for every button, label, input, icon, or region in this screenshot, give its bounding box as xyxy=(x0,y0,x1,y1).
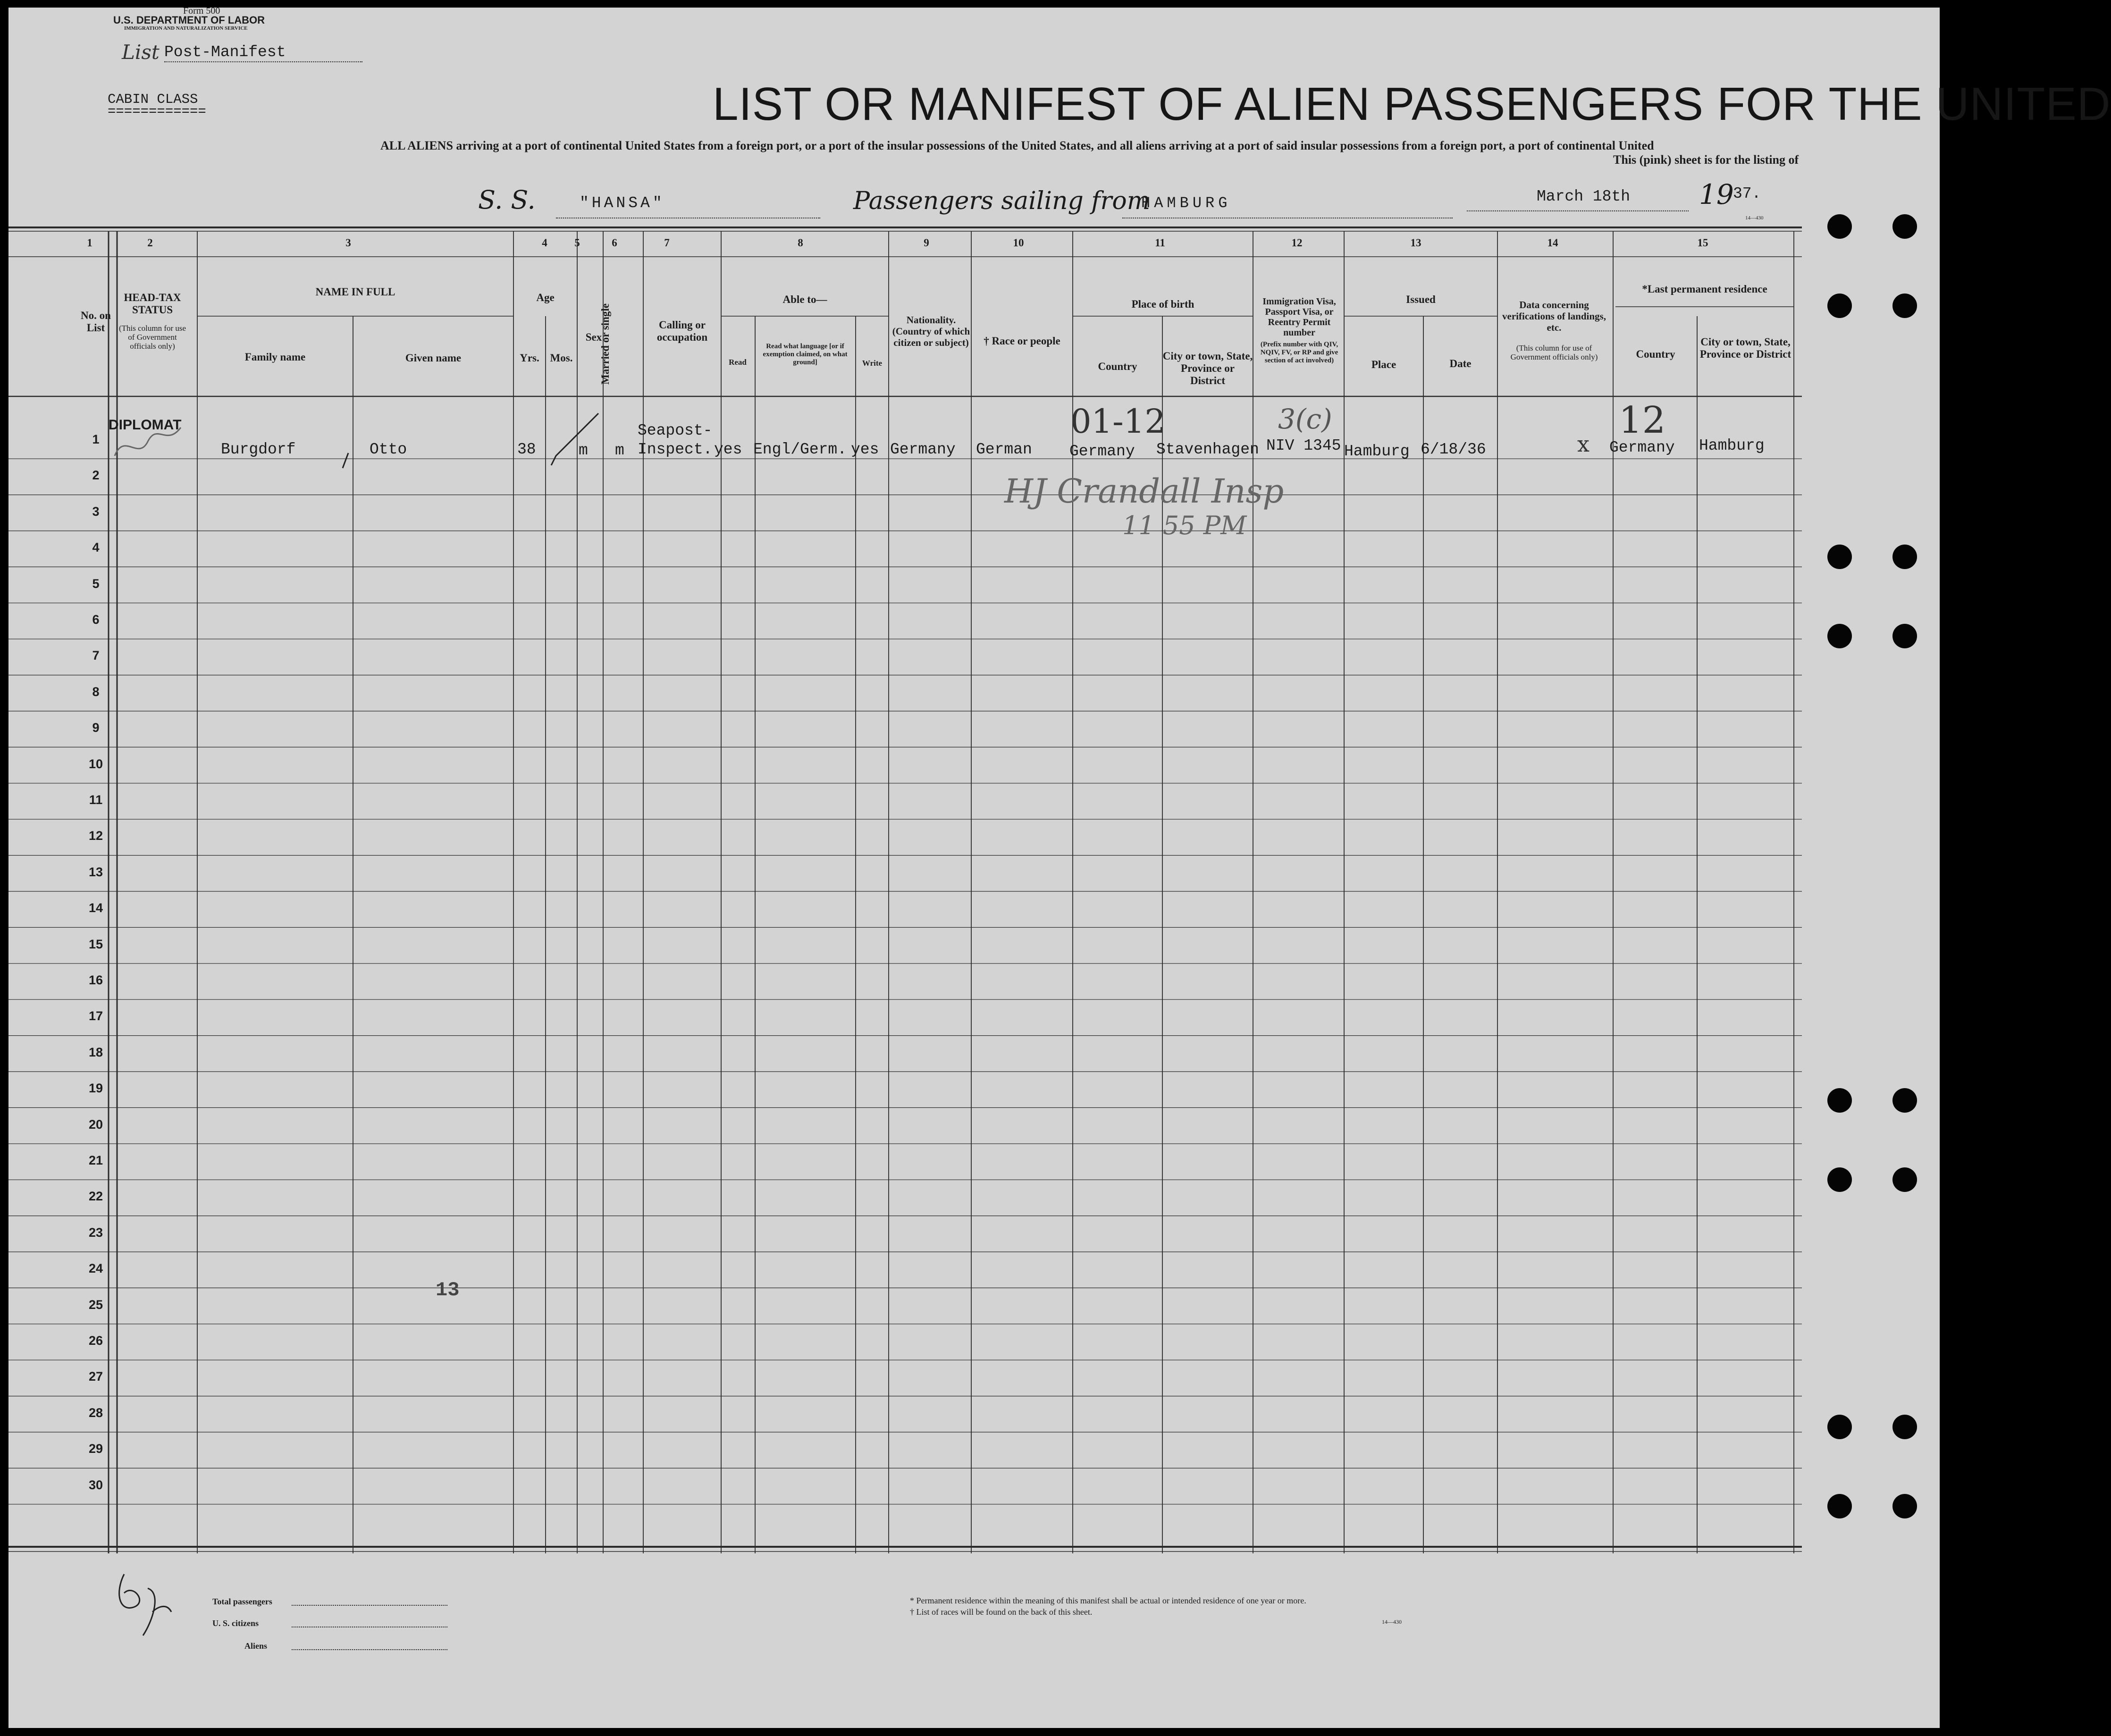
row-number: 15 xyxy=(88,937,103,951)
year-suffix: 37. xyxy=(1733,185,1761,202)
header-years: Yrs. xyxy=(520,352,539,364)
landing-check-mark: x xyxy=(1577,431,1590,457)
family-name: Burgdorf xyxy=(221,441,296,458)
header-birth-country: Country xyxy=(1098,361,1137,372)
header-given-name: Given name xyxy=(405,352,462,364)
date-line xyxy=(1467,210,1689,211)
header-read: Read xyxy=(729,358,747,367)
header-nationality: Nationality. (Country of which citizen or subject) xyxy=(892,314,970,348)
header-age: Age xyxy=(536,292,555,303)
header-birth-city: City or town, State, Province or District xyxy=(1162,350,1253,386)
age-years: 38 xyxy=(517,441,536,458)
col-num-10: 10 xyxy=(1013,237,1024,249)
row-number: 17 xyxy=(88,1009,103,1023)
footer-aliens-line xyxy=(292,1649,447,1650)
punch-hole xyxy=(1827,545,1852,569)
row-number: 13 xyxy=(88,864,103,879)
col-num-9: 9 xyxy=(924,237,929,249)
header-family-name: Family name xyxy=(244,351,306,363)
service-name: IMMIGRATION AND NATURALIZATION SERVICE xyxy=(124,25,248,31)
header-married: Married or single xyxy=(599,303,611,385)
department-name: U.S. DEPARTMENT OF LABOR xyxy=(113,14,265,26)
punch-hole xyxy=(1892,1088,1917,1113)
header-read-language: Read what language [or if exemption claimed, on what ground] xyxy=(763,343,848,366)
issued-date: 6/18/36 xyxy=(1421,441,1486,458)
corner-code: 14—430 xyxy=(1745,215,1764,221)
row-number: 28 xyxy=(88,1405,103,1420)
header-issued-date: Date xyxy=(1449,358,1472,369)
ss-label: S. S. xyxy=(478,185,536,215)
col-num-5: 5 xyxy=(574,237,580,249)
signature-initials xyxy=(105,1565,185,1645)
row-number: 21 xyxy=(88,1153,103,1167)
col-num-11: 11 xyxy=(1155,237,1165,249)
header-issued-place: Place xyxy=(1371,359,1396,370)
row-number: 14 xyxy=(88,901,103,915)
subtitle-line-1: ALL ALIENS arriving at a port of continental United States from a foreign port, or a port of the insular possessions of the United States, and all aliens arriving at a port of said insular possessions from a foreign port, a port of continental United xyxy=(380,139,1654,152)
row-number: 30 xyxy=(88,1477,103,1492)
row-number: 26 xyxy=(88,1333,103,1348)
col-num-1: 1 xyxy=(87,237,93,249)
can-write: yes xyxy=(851,441,879,458)
header-head-tax-note: (This column for use of Government officials only) xyxy=(118,324,186,351)
year-prefix: 19 xyxy=(1699,178,1734,210)
punch-hole xyxy=(1827,1167,1852,1192)
punch-hole xyxy=(1892,624,1917,648)
header-visa: Immigration Visa, Passport Visa, or Reentry Permit number xyxy=(1262,296,1336,338)
header-months: Mos. xyxy=(550,352,573,364)
row-number: 19 xyxy=(88,1081,103,1096)
header-place-of-birth: Place of birth xyxy=(1131,298,1194,310)
row-number: 29 xyxy=(88,1442,103,1456)
footer-aliens-label: Aliens xyxy=(244,1641,268,1651)
row-number: 18 xyxy=(88,1045,103,1059)
visa-handwritten: 3(c) xyxy=(1278,403,1332,435)
sailing-label: Passengers sailing from xyxy=(853,187,1151,215)
subtitle-line-2: This (pink) sheet is for the listing of xyxy=(1613,153,1799,167)
form-number: Form 500 xyxy=(183,6,220,16)
row-number: 27 xyxy=(88,1369,103,1384)
row-number: 24 xyxy=(88,1261,103,1276)
header-write: Write xyxy=(862,359,883,368)
footer-note-1: * Permanent residence within the meaning of this manifest shall be actual or intended residence of one year or more. xyxy=(910,1596,1306,1605)
punch-hole xyxy=(1827,214,1852,239)
row-number: 23 xyxy=(88,1225,103,1240)
sailing-date: March 18th xyxy=(1537,188,1631,205)
row-number: 6 xyxy=(92,612,100,627)
header-sex: Sex xyxy=(585,331,602,343)
page-stamp: 13 xyxy=(436,1279,460,1301)
residence-code-handwritten: 12 xyxy=(1619,399,1666,442)
row-number: 20 xyxy=(88,1117,103,1132)
header-calling: Calling or occupation xyxy=(656,319,708,343)
list-line xyxy=(164,61,362,62)
birth-city: Stavenhagen xyxy=(1156,441,1259,458)
manifest-sheet xyxy=(8,6,2111,1728)
inspector-signature: HJ Crandall Insp xyxy=(1004,472,1284,511)
header-visa-note: (Prefix number with QIV, NQIV, FV, or RP and give section of act involved) xyxy=(1260,341,1338,364)
col-num-12: 12 xyxy=(1291,237,1303,249)
issued-place: Hamburg xyxy=(1344,443,1410,460)
header-race: † Race or people xyxy=(984,335,1060,347)
punch-hole xyxy=(1892,1494,1917,1518)
footer-citizens-label: U. S. citizens xyxy=(212,1619,259,1628)
header-res-country: Country xyxy=(1636,348,1675,360)
birth-code-handwritten: 01-12 xyxy=(1070,402,1166,441)
list-value: Post-Manifest xyxy=(164,43,286,61)
row-number: 12 xyxy=(88,829,103,843)
residence-city: Hamburg xyxy=(1699,437,1765,454)
row-number: 25 xyxy=(88,1297,103,1312)
head-tax-scribble xyxy=(110,413,185,479)
row-number: 5 xyxy=(92,576,100,591)
footer-total-line xyxy=(292,1605,447,1606)
punch-hole xyxy=(1892,1167,1917,1192)
manifest-title: LIST OR MANIFEST OF ALIEN PASSENGERS FOR THE UNITED xyxy=(713,78,2111,130)
row-number: 8 xyxy=(92,684,100,699)
row-number: 10 xyxy=(88,756,103,771)
departure-port: HAMBURG xyxy=(1141,194,1231,212)
list-label: List xyxy=(122,41,160,64)
occupation-line-2: Inspect. xyxy=(638,441,713,458)
punch-hole xyxy=(1827,294,1852,318)
punch-hole xyxy=(1892,1415,1917,1439)
row-number: 7 xyxy=(92,648,100,663)
class-label: CABIN CLASS xyxy=(108,92,198,107)
col-num-13: 13 xyxy=(1410,237,1421,249)
inspection-time: 11 55 PM xyxy=(1122,511,1247,540)
col-num-8: 8 xyxy=(798,237,803,249)
row-number: 3 xyxy=(92,504,100,519)
col-num-14: 14 xyxy=(1547,237,1558,249)
header-landing-data: Data concerning verifications of landings, etc. xyxy=(1502,299,1606,333)
age-stroke-mark xyxy=(542,409,608,470)
row-number: 1 xyxy=(92,432,100,446)
residence-country: Germany xyxy=(1609,439,1675,456)
header-name-in-full: NAME IN FULL xyxy=(315,286,395,298)
nationality: Germany xyxy=(890,441,956,458)
table-grid xyxy=(8,8,1940,1728)
punch-hole xyxy=(1827,624,1852,648)
col-num-3: 3 xyxy=(345,237,351,249)
row-number: 9 xyxy=(92,721,100,735)
race: German xyxy=(976,441,1032,458)
header-issued: Issued xyxy=(1406,294,1436,305)
header-no-on-list: No. on List xyxy=(81,310,111,334)
header-head-tax: HEAD-TAX STATUS xyxy=(124,292,181,316)
row-number: 11 xyxy=(89,793,103,807)
punch-hole xyxy=(1827,1494,1852,1518)
punch-hole xyxy=(1892,545,1917,569)
col-num-15: 15 xyxy=(1697,237,1708,249)
punch-hole xyxy=(1827,1088,1852,1113)
header-landing-note: (This column for use of Government officials only) xyxy=(1510,344,1598,361)
footer-total-label: Total passengers xyxy=(212,1597,272,1606)
class-underline: ============ xyxy=(108,104,206,119)
can-read: yes xyxy=(714,441,742,458)
visa-number: NIV 1345 xyxy=(1266,437,1341,454)
header-res-city: City or town, State, Province or District xyxy=(1699,336,1791,360)
col-num-2: 2 xyxy=(147,237,153,249)
row-number: 4 xyxy=(92,540,100,555)
ship-name: "HANSA" xyxy=(580,194,665,212)
birth-country: Germany xyxy=(1069,443,1135,460)
row-number: 16 xyxy=(88,973,103,987)
col-num-7: 7 xyxy=(664,237,670,249)
family-check-mark xyxy=(339,451,353,470)
col-num-4: 4 xyxy=(542,237,547,249)
punch-hole xyxy=(1892,294,1917,318)
sex: m xyxy=(579,442,588,459)
punch-hole xyxy=(1892,214,1917,239)
read-language: Engl/Germ. xyxy=(753,441,847,458)
head-tax-status: DIPLOMAT xyxy=(109,417,182,433)
punch-hole xyxy=(1827,1415,1852,1439)
given-name: Otto xyxy=(370,441,407,458)
footer-note-2: † List of races will be found on the back of this sheet. xyxy=(910,1607,1093,1617)
occupation-line-1: Seapost- xyxy=(638,422,713,439)
row-number: 2 xyxy=(92,468,100,483)
row-number: 22 xyxy=(88,1189,103,1204)
marital-status: m xyxy=(615,442,624,459)
col-num-6: 6 xyxy=(612,237,617,249)
footer-code: 14—430 xyxy=(1382,1619,1402,1625)
header-able-to: Able to— xyxy=(782,294,827,305)
header-last-residence: *Last permanent residence xyxy=(1642,283,1767,295)
